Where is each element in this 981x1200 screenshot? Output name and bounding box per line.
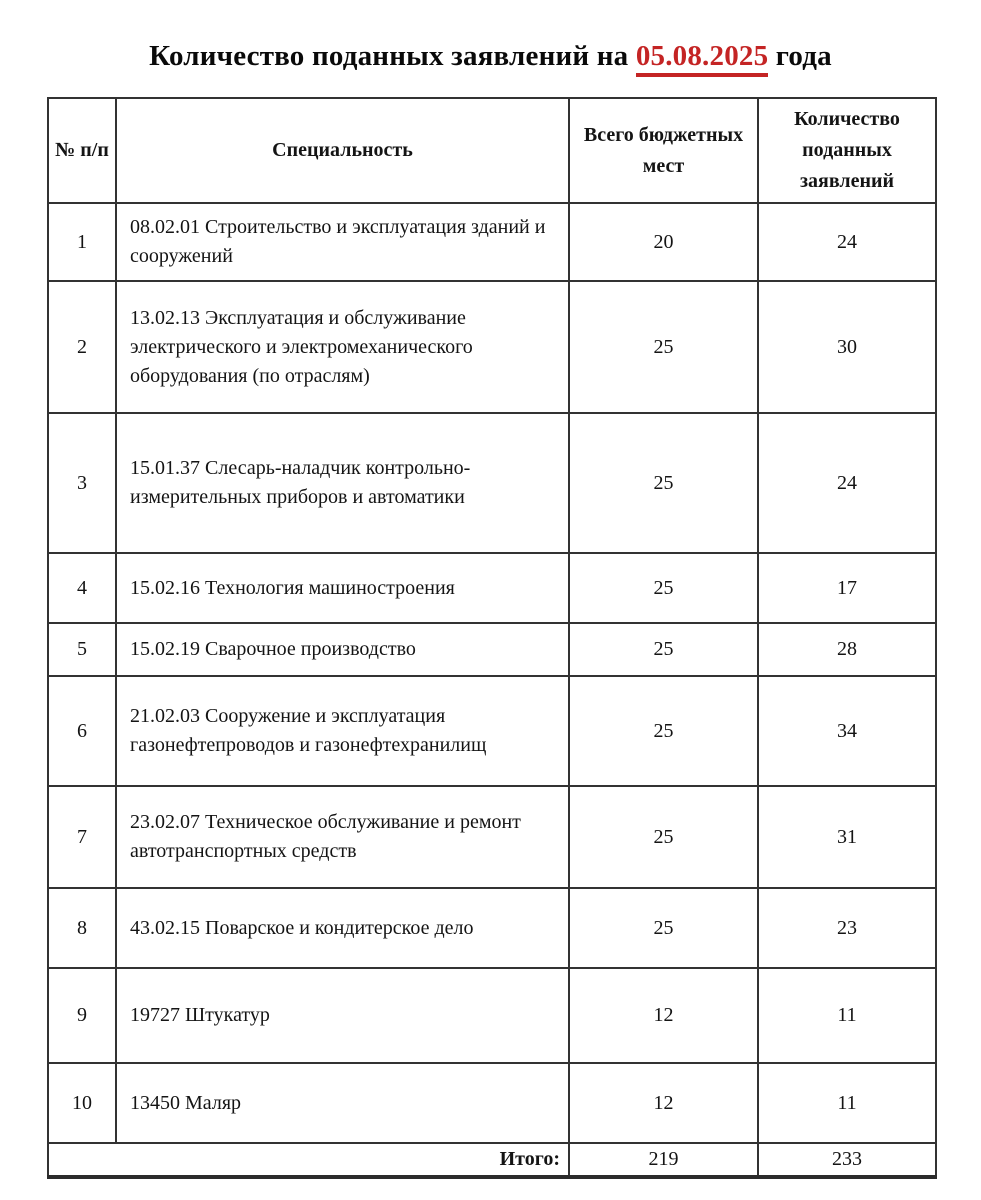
- row-number: 1: [48, 203, 116, 281]
- row-number: 4: [48, 553, 116, 623]
- table-row: [48, 623, 936, 676]
- row-applications: 23: [758, 888, 936, 968]
- header-budget-places: Всего бюджетных мест: [569, 98, 758, 203]
- row-specialty: 15.02.16 Технология машиностроения: [116, 553, 569, 623]
- row-specialty: 21.02.03 Сооружение и эксплуатация газонефтепроводов и газонефтехранилищ: [116, 676, 569, 786]
- row-budget-places: 25: [569, 888, 758, 968]
- header-applications: Количество поданных заявлений: [758, 98, 936, 203]
- table-body: [48, 203, 936, 1143]
- row-budget-places: 25: [569, 553, 758, 623]
- row-number: 10: [48, 1063, 116, 1143]
- table-header: [48, 98, 936, 203]
- totals-row: [48, 1143, 936, 1177]
- totals-budget-places: 219: [569, 1143, 758, 1177]
- row-applications: 30: [758, 281, 936, 413]
- table-row: [48, 553, 936, 623]
- row-applications: 11: [758, 968, 936, 1063]
- totals-applications: 233: [758, 1143, 936, 1177]
- header-specialty: Специальность: [116, 98, 569, 203]
- row-budget-places: 25: [569, 786, 758, 888]
- row-applications: 31: [758, 786, 936, 888]
- row-specialty: 13.02.13 Эксплуатация и обслуживание электрического и электромеханического оборудования (по отраслям): [116, 281, 569, 413]
- row-specialty: 15.01.37 Слесарь-наладчик контрольно-измерительных приборов и автоматики: [116, 413, 569, 553]
- row-applications: 24: [758, 203, 936, 281]
- row-number: 7: [48, 786, 116, 888]
- page-title: [0, 40, 981, 73]
- row-budget-places: 25: [569, 281, 758, 413]
- table-row: [48, 203, 936, 281]
- row-applications: 34: [758, 676, 936, 786]
- row-number: 8: [48, 888, 116, 968]
- table-row: [48, 413, 936, 553]
- row-applications: 17: [758, 553, 936, 623]
- table-row: [48, 281, 936, 413]
- row-number: 6: [48, 676, 116, 786]
- row-number: 3: [48, 413, 116, 553]
- header-num: № п/п: [48, 98, 116, 203]
- row-number: 2: [48, 281, 116, 413]
- row-budget-places: 20: [569, 203, 758, 281]
- row-budget-places: 12: [569, 1063, 758, 1143]
- row-budget-places: 25: [569, 413, 758, 553]
- table-row: [48, 786, 936, 888]
- row-budget-places: 12: [569, 968, 758, 1063]
- table-row: [48, 676, 936, 786]
- row-specialty: 15.02.19 Сварочное производство: [116, 623, 569, 676]
- title-prefix: Количество поданных заявлений на: [149, 40, 636, 72]
- totals-label: Итого:: [48, 1143, 569, 1177]
- row-applications: 11: [758, 1063, 936, 1143]
- row-budget-places: 25: [569, 623, 758, 676]
- table-row: [48, 968, 936, 1063]
- row-applications: 28: [758, 623, 936, 676]
- row-specialty: 13450 Маляр: [116, 1063, 569, 1143]
- row-specialty: 43.02.15 Поварское и кондитерское дело: [116, 888, 569, 968]
- row-applications: 24: [758, 413, 936, 553]
- row-number: 5: [48, 623, 116, 676]
- row-budget-places: 25: [569, 676, 758, 786]
- applications-table: [47, 97, 937, 1179]
- title-date: 05.08.2025: [636, 40, 769, 77]
- row-specialty: 19727 Штукатур: [116, 968, 569, 1063]
- row-number: 9: [48, 968, 116, 1063]
- table-footer: [48, 1143, 936, 1177]
- header-row: [48, 98, 936, 203]
- row-specialty: 23.02.07 Техническое обслуживание и ремонт автотранспортных средств: [116, 786, 569, 888]
- table-row: [48, 1063, 936, 1143]
- row-specialty: 08.02.01 Строительство и эксплуатация зданий и сооружений: [116, 203, 569, 281]
- title-suffix: года: [768, 40, 832, 72]
- table-row: [48, 888, 936, 968]
